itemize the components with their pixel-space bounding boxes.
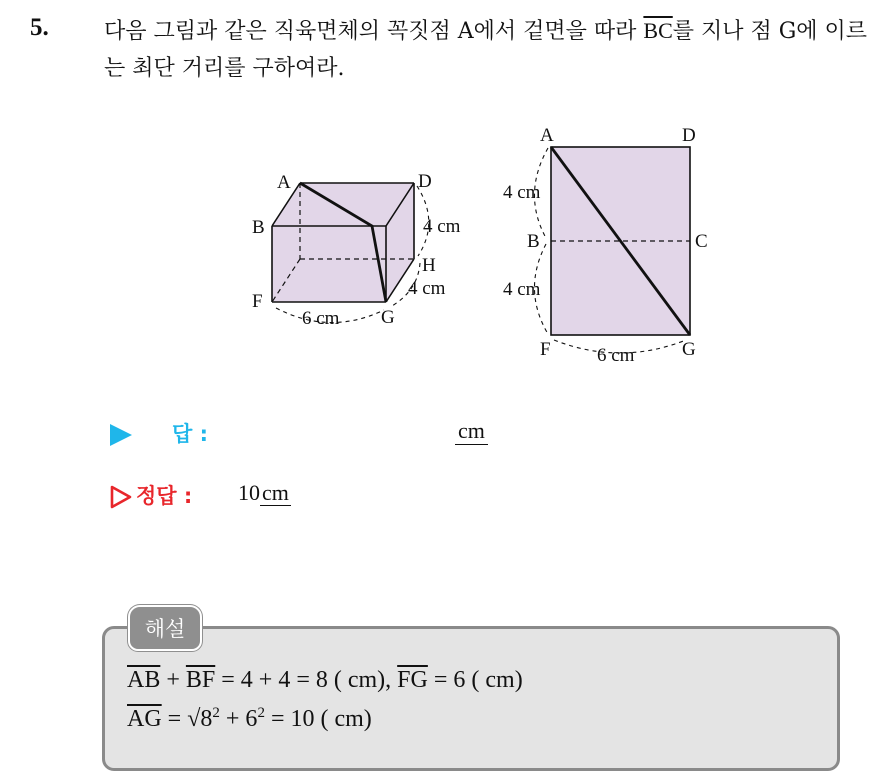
radicand-b: + 6 xyxy=(219,706,258,732)
cuboid-width-label: 6 cm xyxy=(302,308,340,329)
cuboid-vertex-g: G xyxy=(381,307,395,328)
net-vertex-f: F xyxy=(540,339,551,360)
cuboid-vertex-h: H xyxy=(422,255,436,276)
cuboid-height-label: 4 cm xyxy=(423,216,461,237)
solution-box xyxy=(102,626,840,771)
question-text-part2: 를 지나 점 G에 이르는 최단 거리를 구하여라. xyxy=(104,19,868,81)
plus-sign: + xyxy=(160,667,186,693)
solution-eq-2: = 6 ( cm) xyxy=(427,667,523,693)
segment-bf: $\overline{BF}$ xyxy=(185,667,216,693)
sqrt-radicand xyxy=(200,705,265,733)
solution-line-2 xyxy=(127,705,372,733)
net-vertex-a: A xyxy=(540,125,554,146)
cuboid-depth-label: 4 cm xyxy=(408,278,446,299)
correct-answer-unit: cm xyxy=(262,480,289,505)
cuboid-vertex-d: D xyxy=(418,171,432,192)
segment-ab: $\overline{AB}$ xyxy=(127,667,161,693)
answer-blank-unit[interactable]: cm xyxy=(455,418,488,445)
net-vertex-b: B xyxy=(527,231,540,252)
solution-result: = 10 ( cm) xyxy=(264,706,372,732)
sqrt-sign: = √ xyxy=(161,706,201,732)
segment-bc: $\overline{BC}$ xyxy=(643,18,673,43)
cuboid-vertex-b: B xyxy=(252,217,265,238)
question-number: 5. xyxy=(30,14,49,41)
net-bottom-label: 4 cm xyxy=(503,279,541,300)
correct-answer-number: 10 xyxy=(238,480,260,505)
answer-label: 답 : xyxy=(172,422,208,446)
radicand-a: 8 xyxy=(200,706,213,732)
solution-line-1 xyxy=(127,667,523,694)
net-top-label: 4 cm xyxy=(503,182,541,203)
segment-ag: $\overline{AG}$ xyxy=(127,706,162,732)
exponent-a: 2 xyxy=(212,705,220,721)
cuboid-figure xyxy=(272,183,429,323)
cuboid-front-face xyxy=(272,226,386,302)
net-vertex-d: D xyxy=(682,125,696,146)
net-figure xyxy=(534,147,690,353)
cuboid-vertex-f: F xyxy=(252,291,263,312)
solution-tab: 해설 xyxy=(128,605,202,651)
cuboid-vertex-a: A xyxy=(277,172,291,193)
solution-eq-1: = 4 + 4 = 8 ( cm), xyxy=(215,667,398,693)
correct-answer-label: 정답 : xyxy=(136,484,193,508)
question-text-part1: 다음 그림과 같은 직육면체의 꼭짓점 A에서 겉면을 따라 xyxy=(104,19,644,44)
exponent-b: 2 xyxy=(257,705,265,721)
correct-answer-value xyxy=(238,480,291,506)
net-width-label: 6 cm xyxy=(597,345,635,366)
net-vertex-c: C xyxy=(695,231,708,252)
net-vertex-g: G xyxy=(682,339,696,360)
play-triangle-icon xyxy=(110,424,132,446)
outline-triangle-icon xyxy=(110,485,132,509)
segment-fg: $\overline{FG}$ xyxy=(397,667,428,693)
